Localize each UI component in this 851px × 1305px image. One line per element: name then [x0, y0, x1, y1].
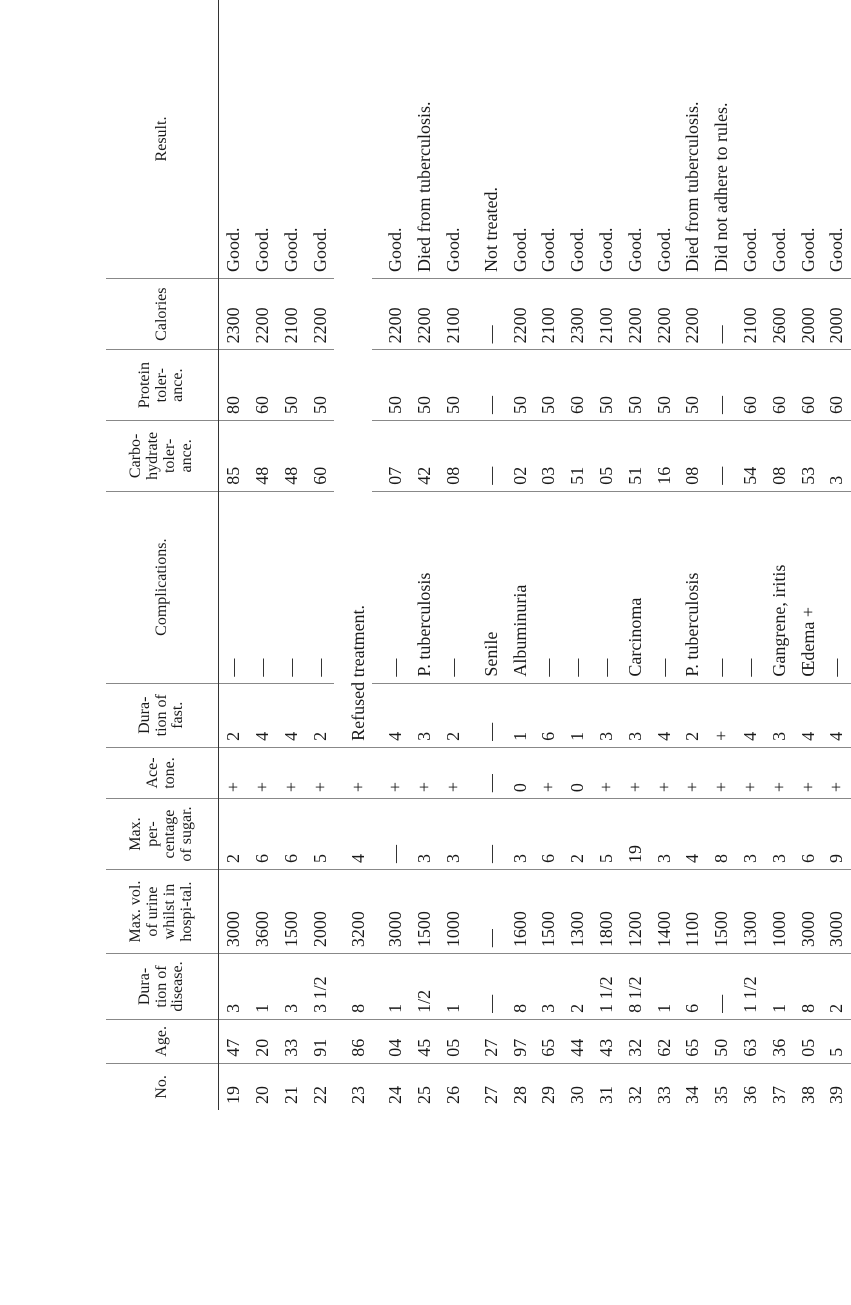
cell-urine-volume: 1600	[505, 869, 534, 953]
table-row	[563, 0, 592, 1110]
cell-acetone: +	[736, 747, 765, 798]
col-header-max-urine-volume: Max. vol. of urine whilst in hospi-tal.	[106, 869, 219, 953]
cell-fast: 3	[410, 683, 439, 747]
cell-sugar: —	[467, 799, 505, 870]
table-row	[707, 0, 736, 1110]
cell-calories: 2100	[592, 278, 621, 349]
table-row	[764, 0, 793, 1110]
cell-duration: —	[707, 954, 736, 1020]
cell-fast: —	[467, 683, 505, 747]
cell-urine-volume: 1100	[678, 869, 707, 953]
cell-no: 33	[649, 1063, 678, 1110]
cell-age: 62	[649, 1019, 678, 1063]
cell-sugar: 19	[620, 799, 649, 870]
cell-sugar: 3	[649, 799, 678, 870]
cell-carbohydrate: 08	[439, 420, 468, 491]
cell-acetone: +	[707, 747, 736, 798]
cell-sugar: 2	[219, 799, 248, 870]
cell-carbohydrate: 07	[372, 420, 410, 491]
cell-result: Good.	[385, 227, 406, 272]
cell-complications: —	[649, 491, 678, 683]
table-row	[219, 0, 248, 1110]
cell-fast: 3	[620, 683, 649, 747]
cell-duration: 8	[505, 954, 534, 1020]
cell-complications: —	[305, 491, 334, 683]
cell-acetone: 0	[505, 747, 534, 798]
cell-complications: —	[563, 491, 592, 683]
cell-urine-volume: 3000	[219, 869, 248, 953]
col-header-age: Age.	[106, 1019, 219, 1063]
cell-protein: 50	[649, 350, 678, 421]
cell-no: 35	[707, 1063, 736, 1110]
cell-carbohydrate: 60	[305, 420, 334, 491]
cell-protein: 60	[248, 350, 277, 421]
cell-protein: 50	[410, 350, 439, 421]
cell-urine-volume: 1500	[707, 869, 736, 953]
cell-result: Good.	[567, 227, 588, 272]
cell-fast: 4	[277, 683, 306, 747]
cell-complications: Senile	[467, 491, 505, 683]
cell-urine-volume: 1000	[764, 869, 793, 953]
cell-acetone: +	[277, 747, 306, 798]
cell-urine-volume: 3200	[334, 869, 372, 953]
cell-result: Good.	[309, 227, 330, 272]
col-header-max-sugar-percentage: Max. per-centage of sugar.	[106, 799, 219, 870]
cell-fast: 4	[372, 683, 410, 747]
cell-no: 23	[334, 1063, 372, 1110]
cell-no: 34	[678, 1063, 707, 1110]
cell-calories: 2100	[277, 278, 306, 349]
cell-calories: —	[467, 278, 505, 349]
cell-duration: 3 1/2	[305, 954, 334, 1020]
cell-urine-volume: 3600	[248, 869, 277, 953]
cell-calories: 2000	[793, 278, 822, 349]
table-body	[219, 0, 851, 1110]
cell-result: Good.	[280, 227, 301, 272]
table-row	[592, 0, 621, 1110]
table-row	[372, 0, 410, 1110]
cell-carbohydrate: 3	[822, 420, 851, 491]
cell-result: Good.	[538, 227, 559, 272]
table-row	[649, 0, 678, 1110]
cell-carbohydrate: —	[467, 420, 505, 491]
cell-result: Good.	[252, 227, 273, 272]
cell-sugar: 4	[334, 799, 372, 870]
cell-duration: 1 1/2	[736, 954, 765, 1020]
cell-fast: 2	[305, 683, 334, 747]
cell-fast: 1	[563, 683, 592, 747]
cell-protein: —	[707, 350, 736, 421]
col-header-complications: Complications.	[106, 491, 219, 683]
cell-age: 33	[277, 1019, 306, 1063]
cell-sugar: 3	[505, 799, 534, 870]
cell-complications: —	[219, 491, 248, 683]
cell-acetone: +	[248, 747, 277, 798]
cell-calories: 2200	[620, 278, 649, 349]
cell-duration: —	[467, 954, 505, 1020]
cell-no: 28	[505, 1063, 534, 1110]
cell-calories: 2100	[534, 278, 563, 349]
cell-carbohydrate: 02	[505, 420, 534, 491]
cell-age: 65	[534, 1019, 563, 1063]
cell-complications: P. tuberculosis	[410, 491, 439, 683]
cell-protein: 80	[219, 350, 248, 421]
cell-calories: 2200	[649, 278, 678, 349]
cell-calories: 2100	[439, 278, 468, 349]
cell-carbohydrate: 03	[534, 420, 563, 491]
cell-duration: 3	[219, 954, 248, 1020]
cell-result: Died from tuberculosis.	[682, 101, 703, 272]
cell-duration: 2	[563, 954, 592, 1020]
table-row	[277, 0, 306, 1110]
cell-urine-volume: 1500	[410, 869, 439, 953]
table-row	[678, 0, 707, 1110]
cell-carbohydrate: —	[707, 420, 736, 491]
cell-acetone: +	[592, 747, 621, 798]
cell-age: 20	[248, 1019, 277, 1063]
cell-acetone: +	[678, 747, 707, 798]
cell-age: 32	[620, 1019, 649, 1063]
table-row	[248, 0, 277, 1110]
cell-sugar: 5	[305, 799, 334, 870]
cell-no: 29	[534, 1063, 563, 1110]
cell-complications: —	[439, 491, 468, 683]
cell-urine-volume: 2000	[305, 869, 334, 953]
cell-fast: 4	[736, 683, 765, 747]
cell-no: 38	[793, 1063, 822, 1110]
cell-complications: Carcinoma	[620, 491, 649, 683]
cell-duration: 8	[793, 954, 822, 1020]
cell-sugar: 5	[592, 799, 621, 870]
cell-fast: 4	[793, 683, 822, 747]
cell-no: 24	[372, 1063, 410, 1110]
cell-sugar: 3	[736, 799, 765, 870]
table-row	[410, 0, 439, 1110]
cell-complications: —	[822, 491, 851, 683]
cell-duration: 3	[534, 954, 563, 1020]
cell-result: Good.	[595, 227, 616, 272]
cell-age: 04	[372, 1019, 410, 1063]
cell-age: 36	[764, 1019, 793, 1063]
cell-protein: 50	[678, 350, 707, 421]
cell-complications: P. tuberculosis	[678, 491, 707, 683]
cell-age: 5	[822, 1019, 851, 1063]
cell-no: 31	[592, 1063, 621, 1110]
cell-sugar: 6	[793, 799, 822, 870]
cell-no: 22	[305, 1063, 334, 1110]
cell-fast: 4	[248, 683, 277, 747]
cell-protein: 60	[736, 350, 765, 421]
cell-fast: 4	[822, 683, 851, 747]
cell-protein: 60	[822, 350, 851, 421]
cell-urine-volume: 1500	[534, 869, 563, 953]
cell-calories: 2200	[372, 278, 410, 349]
table-row	[439, 0, 468, 1110]
cell-sugar: 9	[822, 799, 851, 870]
table-row	[793, 0, 822, 1110]
cell-age: 47	[219, 1019, 248, 1063]
cell-acetone: +	[764, 747, 793, 798]
cell-acetone: 0	[563, 747, 592, 798]
cell-result: Good.	[826, 227, 847, 272]
cell-result: Good.	[768, 227, 789, 272]
table-row	[505, 0, 534, 1110]
cell-no: 30	[563, 1063, 592, 1110]
cell-urine-volume: 1300	[563, 869, 592, 953]
cell-no: 20	[248, 1063, 277, 1110]
cell-complications: —	[592, 491, 621, 683]
cell-urine-volume: 1500	[277, 869, 306, 953]
cell-result: Not treated.	[480, 187, 501, 272]
cell-complications: Gangrene, iritis	[764, 491, 793, 683]
cell-calories: 2200	[505, 278, 534, 349]
cell-no: 27	[467, 1063, 505, 1110]
cell-protein: 50	[372, 350, 410, 421]
cell-fast: 1	[505, 683, 534, 747]
cell-no: 32	[620, 1063, 649, 1110]
table-row	[620, 0, 649, 1110]
cell-carbohydrate: 51	[563, 420, 592, 491]
cell-carbohydrate: 08	[678, 420, 707, 491]
cell-acetone: +	[305, 747, 334, 798]
cell-protein: 50	[592, 350, 621, 421]
cell-age: 97	[505, 1019, 534, 1063]
cell-no: 25	[410, 1063, 439, 1110]
cell-carbohydrate: 51	[620, 420, 649, 491]
cell-urine-volume: 3000	[822, 869, 851, 953]
cell-age: 91	[305, 1019, 334, 1063]
cell-complications: —	[736, 491, 765, 683]
col-header-duration-of-disease: Dura-tion of disease.	[106, 954, 219, 1020]
cell-sugar: 6	[277, 799, 306, 870]
cell-acetone: +	[219, 747, 248, 798]
cell-fast: +	[707, 683, 736, 747]
cell-protein: 60	[563, 350, 592, 421]
cell-no: 19	[219, 1063, 248, 1110]
cell-carbohydrate: 08	[764, 420, 793, 491]
cell-complications: —	[277, 491, 306, 683]
cell-fast: 2	[219, 683, 248, 747]
col-header-duration-of-fast: Dura-tion of fast.	[106, 683, 219, 747]
cell-sugar: 3	[764, 799, 793, 870]
cell-age: 44	[563, 1019, 592, 1063]
cell-acetone: —	[467, 747, 505, 798]
cell-protein: 50	[620, 350, 649, 421]
cell-protein: 50	[277, 350, 306, 421]
cell-protein: —	[467, 350, 505, 421]
cell-duration: 6	[678, 954, 707, 1020]
table-row	[467, 0, 505, 1110]
cell-acetone: +	[410, 747, 439, 798]
cell-complications: —	[248, 491, 277, 683]
cell-acetone: +	[822, 747, 851, 798]
cell-protein: 50	[505, 350, 534, 421]
cell-calories: 2200	[678, 278, 707, 349]
cell-carbohydrate: 85	[219, 420, 248, 491]
cell-carbohydrate: 48	[248, 420, 277, 491]
cell-acetone: +	[649, 747, 678, 798]
cell-age: 27	[467, 1019, 505, 1063]
col-header-no: No.	[106, 1063, 219, 1110]
cell-age: 50	[707, 1019, 736, 1063]
cell-calories: 2200	[248, 278, 277, 349]
cell-carbohydrate: 54	[736, 420, 765, 491]
cell-complications: —	[534, 491, 563, 683]
cell-age: 65	[678, 1019, 707, 1063]
cell-duration: 8 1/2	[620, 954, 649, 1020]
cell-urine-volume: —	[467, 869, 505, 953]
cell-complications: —	[707, 491, 736, 683]
cell-no: 21	[277, 1063, 306, 1110]
cell-calories: 2300	[563, 278, 592, 349]
cell-sugar: 6	[248, 799, 277, 870]
cell-calories: 2100	[736, 278, 765, 349]
cell-duration: 2	[822, 954, 851, 1020]
cell-urine-volume: 1400	[649, 869, 678, 953]
cell-duration: 1	[649, 954, 678, 1020]
col-header-calories: Calories	[106, 278, 219, 349]
cell-duration: 1	[439, 954, 468, 1020]
cell-acetone: +	[620, 747, 649, 798]
cell-sugar: 3	[439, 799, 468, 870]
cell-complications: —	[372, 491, 410, 683]
table-row	[334, 0, 372, 1110]
cell-carbohydrate: 16	[649, 420, 678, 491]
cell-fast: 2	[678, 683, 707, 747]
cell-duration: 1/2	[410, 954, 439, 1020]
cell-calories: 2600	[764, 278, 793, 349]
cell-acetone: +	[334, 747, 372, 798]
table-row	[305, 0, 334, 1110]
cell-fast: 3	[764, 683, 793, 747]
cell-protein: 60	[764, 350, 793, 421]
cell-sugar: 8	[707, 799, 736, 870]
cell-fast: 6	[534, 683, 563, 747]
cell-calories: —	[707, 278, 736, 349]
cell-sugar: 2	[563, 799, 592, 870]
cell-complications: Œdema +	[793, 491, 822, 683]
cell-duration: 1	[764, 954, 793, 1020]
cell-calories: 2000	[822, 278, 851, 349]
clinical-results-table	[106, 0, 851, 1110]
cell-calories: 2200	[410, 278, 439, 349]
cell-sugar: —	[372, 799, 410, 870]
cell-result: Good.	[624, 227, 645, 272]
cell-result: Good.	[739, 227, 760, 272]
cell-urine-volume: 1200	[620, 869, 649, 953]
cell-urine-volume: 3000	[372, 869, 410, 953]
cell-age: 63	[736, 1019, 765, 1063]
cell-protein: 60	[793, 350, 822, 421]
cell-age: 45	[410, 1019, 439, 1063]
table-row	[534, 0, 563, 1110]
table-row	[736, 0, 765, 1110]
cell-acetone: +	[372, 747, 410, 798]
cell-duration: 1 1/2	[592, 954, 621, 1020]
cell-duration: 3	[277, 954, 306, 1020]
cell-sugar: 6	[534, 799, 563, 870]
cell-urine-volume: 1300	[736, 869, 765, 953]
col-header-acetone: Ace-tone.	[106, 747, 219, 798]
cell-acetone: +	[534, 747, 563, 798]
cell-carbohydrate: 42	[410, 420, 439, 491]
cell-result: Good.	[223, 227, 244, 272]
cell-protein: 50	[439, 350, 468, 421]
cell-fast: 3	[592, 683, 621, 747]
table-row	[822, 0, 851, 1110]
cell-protein: 50	[305, 350, 334, 421]
cell-no: 26	[439, 1063, 468, 1110]
cell-result: Good.	[442, 227, 463, 272]
cell-result: Did not adhere to rules.	[711, 102, 732, 272]
cell-no: 37	[764, 1063, 793, 1110]
cell-fast: 4	[649, 683, 678, 747]
cell-fast: 2	[439, 683, 468, 747]
cell-sugar: 4	[678, 799, 707, 870]
cell-result: Good.	[653, 227, 674, 272]
cell-no: 39	[822, 1063, 851, 1110]
cell-acetone: +	[793, 747, 822, 798]
cell-result: Died from tuberculosis.	[414, 101, 435, 272]
cell-age: 05	[793, 1019, 822, 1063]
cell-duration: 1	[372, 954, 410, 1020]
cell-carbohydrate: 53	[793, 420, 822, 491]
cell-carbohydrate: 48	[277, 420, 306, 491]
cell-no: 36	[736, 1063, 765, 1110]
cell-age: 05	[439, 1019, 468, 1063]
col-header-protein-tolerance: Protein toler-ance.	[106, 350, 219, 421]
cell-age: 43	[592, 1019, 621, 1063]
cell-urine-volume: 1800	[592, 869, 621, 953]
cell-age: 86	[334, 1019, 372, 1063]
cell-calories: 2200	[305, 278, 334, 349]
cell-acetone: +	[439, 747, 468, 798]
cell-sugar: 3	[410, 799, 439, 870]
header-row	[106, 0, 219, 1110]
cell-calories: 2300	[219, 278, 248, 349]
cell-urine-volume: 1000	[439, 869, 468, 953]
cell-urine-volume: 3000	[793, 869, 822, 953]
col-header-carbohydrate-tolerance: Carbo-hydrate toler-ance.	[106, 420, 219, 491]
cell-duration: 1	[248, 954, 277, 1020]
cell-complications: Albuminuria	[505, 491, 534, 683]
cell-result: Good.	[509, 227, 530, 272]
cell-protein: 50	[534, 350, 563, 421]
cell-duration: 8	[334, 954, 372, 1020]
cell-carbohydrate: 05	[592, 420, 621, 491]
col-header-result: Result.	[106, 0, 219, 278]
cell-result: Good.	[797, 227, 818, 272]
cell-refused-treatment: Refused treatment.	[347, 604, 368, 741]
